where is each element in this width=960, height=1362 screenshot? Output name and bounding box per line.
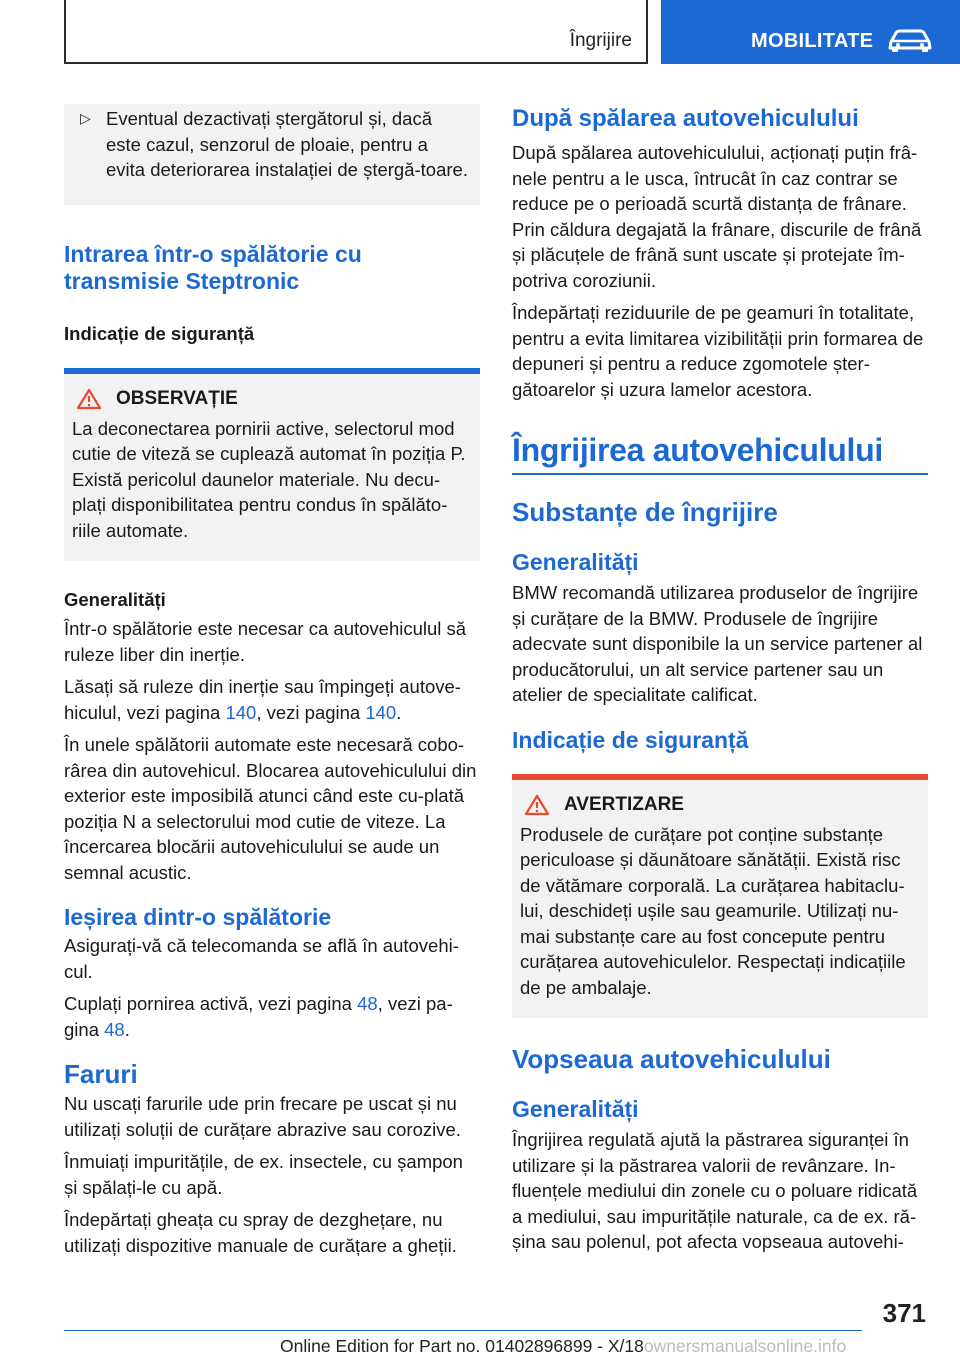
paragraph: În unele spălătorii automate este necesară cobo-rârea din autovehicul. Blocarea autovehiculului din exterior este imposibilă atunci când este cu-plată poziția N a selectorului mod cutie de viteze. La încercarea blocării autovehiculului se aude un semnal acustic. xyxy=(64,734,477,883)
paragraph: Asigurați-vă că telecomanda se află în autovehi-cul. xyxy=(64,935,459,982)
page-link[interactable]: 140 xyxy=(365,701,397,723)
bullet-text: Eventual dezactivați ștergătorul și, dacă este cazul, senzorul de ploaie, pentru a evita deteriorarea instalației de ștergă-toare. xyxy=(106,108,468,180)
paragraph: BMW recomandă utilizarea produselor de îngrijire și curățare de la BMW. Produsele de îngrijire adecvate sunt disponibile la un service partener al producătorului, un alt service partener sau un atelier de specialitate calificat. xyxy=(512,582,923,705)
warning-title: AVERTIZARE xyxy=(564,793,684,815)
notice-title: OBSERVAȚIE xyxy=(116,387,238,409)
heading-safety: Indicație de siguranță xyxy=(512,726,749,753)
left-column xyxy=(64,104,480,1265)
heading-line-2: transmisie Steptronic xyxy=(64,268,300,294)
footer-edition xyxy=(280,1336,846,1357)
paragraph: Îndepărtați reziduurile de pe geamuri în totalitate, pentru a evita limitarea vizibilității prin formarea de depuneri și pentru a reduce zgomotele șter-gătoarelor și uzura lamelor acestora. xyxy=(512,302,924,400)
notice-box xyxy=(64,368,480,562)
warning-triangle-icon xyxy=(76,388,102,410)
warning-triangle-icon xyxy=(524,794,550,816)
footer-rule xyxy=(64,1330,862,1331)
section-title: Îngrijire xyxy=(569,30,632,51)
car-icon xyxy=(887,28,933,52)
paragraph: Cuplați pornirea activă, vezi pagina 48, vezi pa-gina 48. xyxy=(64,993,453,1040)
edition-text: Online Edition for Part no. 01402896899 - X/18 xyxy=(280,1336,644,1356)
heading-headlights: Faruri xyxy=(64,1059,138,1089)
paragraph: Într-o spălătorie este necesar ca autovehiculul să ruleze liber din inerție. xyxy=(64,618,467,665)
page-link[interactable]: 140 xyxy=(225,701,257,723)
heading-general: Generalități xyxy=(512,1096,639,1122)
heading-care-products: Substanțe de îngrijire xyxy=(512,497,778,527)
right-column xyxy=(512,104,928,1262)
paragraph: Nu uscați farurile ude prin frecare pe uscat și nu utilizați soluții de curățare abrazive sau corozive. xyxy=(64,1093,461,1140)
heading-steptronic xyxy=(64,241,480,296)
paragraph: Îngrijirea regulată ajută la păstrarea siguranței în utilizare și la păstrarea valorii de revânzare. In-fluențele mediului din zonele cu o poluare ridicată a mediului, sau impuritățile naturale, ca de ex. ră-șina sau polenul, pot afecta vopseaua autovehi- xyxy=(512,1129,918,1252)
triangle-bullet-icon: ▷ xyxy=(80,110,91,126)
heading-line-1: Intrarea într-o spălătorie cu xyxy=(64,240,362,267)
list-item xyxy=(72,106,472,183)
heading-paint: Vopseaua autovehiculului xyxy=(512,1044,831,1074)
safety-subheading: Indicație de siguranță xyxy=(64,322,255,344)
site-watermark: ownersmanualsonline.info xyxy=(643,1336,847,1356)
heading-after-wash: După spălarea autovehiculului xyxy=(512,105,859,132)
page-number: 371 xyxy=(882,1298,926,1328)
heading-general: Generalități xyxy=(512,549,639,575)
heading-vehicle-care: Îngrijirea autovehiculului xyxy=(512,432,883,468)
page-link[interactable]: 48 xyxy=(104,1018,125,1040)
warning-box xyxy=(512,774,928,1019)
chapter-tab[interactable] xyxy=(661,0,960,64)
header-frame xyxy=(64,0,648,64)
instruction-box xyxy=(64,104,480,205)
paragraph: După spălarea autovehiculului, acționați puțin frâ-nele pentru a le usca, întrucât în caz contrar se reduce pe o perioadă scurtă distanța de frânare. Prin căldura degajată la frânare, discurile de frână și plăcuțele de frână sunt uscate și protejate îm-potriva coroziunii. xyxy=(512,142,922,291)
paragraph: Înmuiați impuritățile, de ex. insectele, cu șampon și spălați-le cu apă. xyxy=(64,1151,463,1198)
general-subheading: Generalități xyxy=(64,589,166,610)
page-link[interactable]: 48 xyxy=(357,993,378,1014)
notice-text: La deconectarea pornirii active, selectorul mod cutie de viteză se cuplează automat în poziția P. Există pericolul daunelor materiale. Nu decu-plați disponibilitatea pentru condus în spălăto-riile automate. xyxy=(72,417,466,541)
paragraph: Îndepărtați gheața cu spray de dezghețare, nu utilizați dispozitive manuale de curățare a gheții. xyxy=(64,1209,457,1256)
paragraph: Lăsați să ruleze din inerție sau împingeți autove-hiculul, vezi pagina 140, vezi pagina 140. xyxy=(64,676,461,723)
chapter-label: MOBILITATE xyxy=(751,30,874,52)
chapter-heading-rule xyxy=(512,431,928,475)
warning-text: Produsele de curățare pot conține substanțe periculoase și dăunătoare sănătății. Există risc de vătămare corporală. La curățarea habitaclu-lui, deschideți ușile sau geamurile. Utilizați nu-mai substanțe care au fost concepute pentru curățarea autovehiculelor. Respectați indicațiile de pe ambalaje. xyxy=(520,823,906,998)
heading-exit-wash: Ieșirea dintr-o spălătorie xyxy=(64,904,332,930)
